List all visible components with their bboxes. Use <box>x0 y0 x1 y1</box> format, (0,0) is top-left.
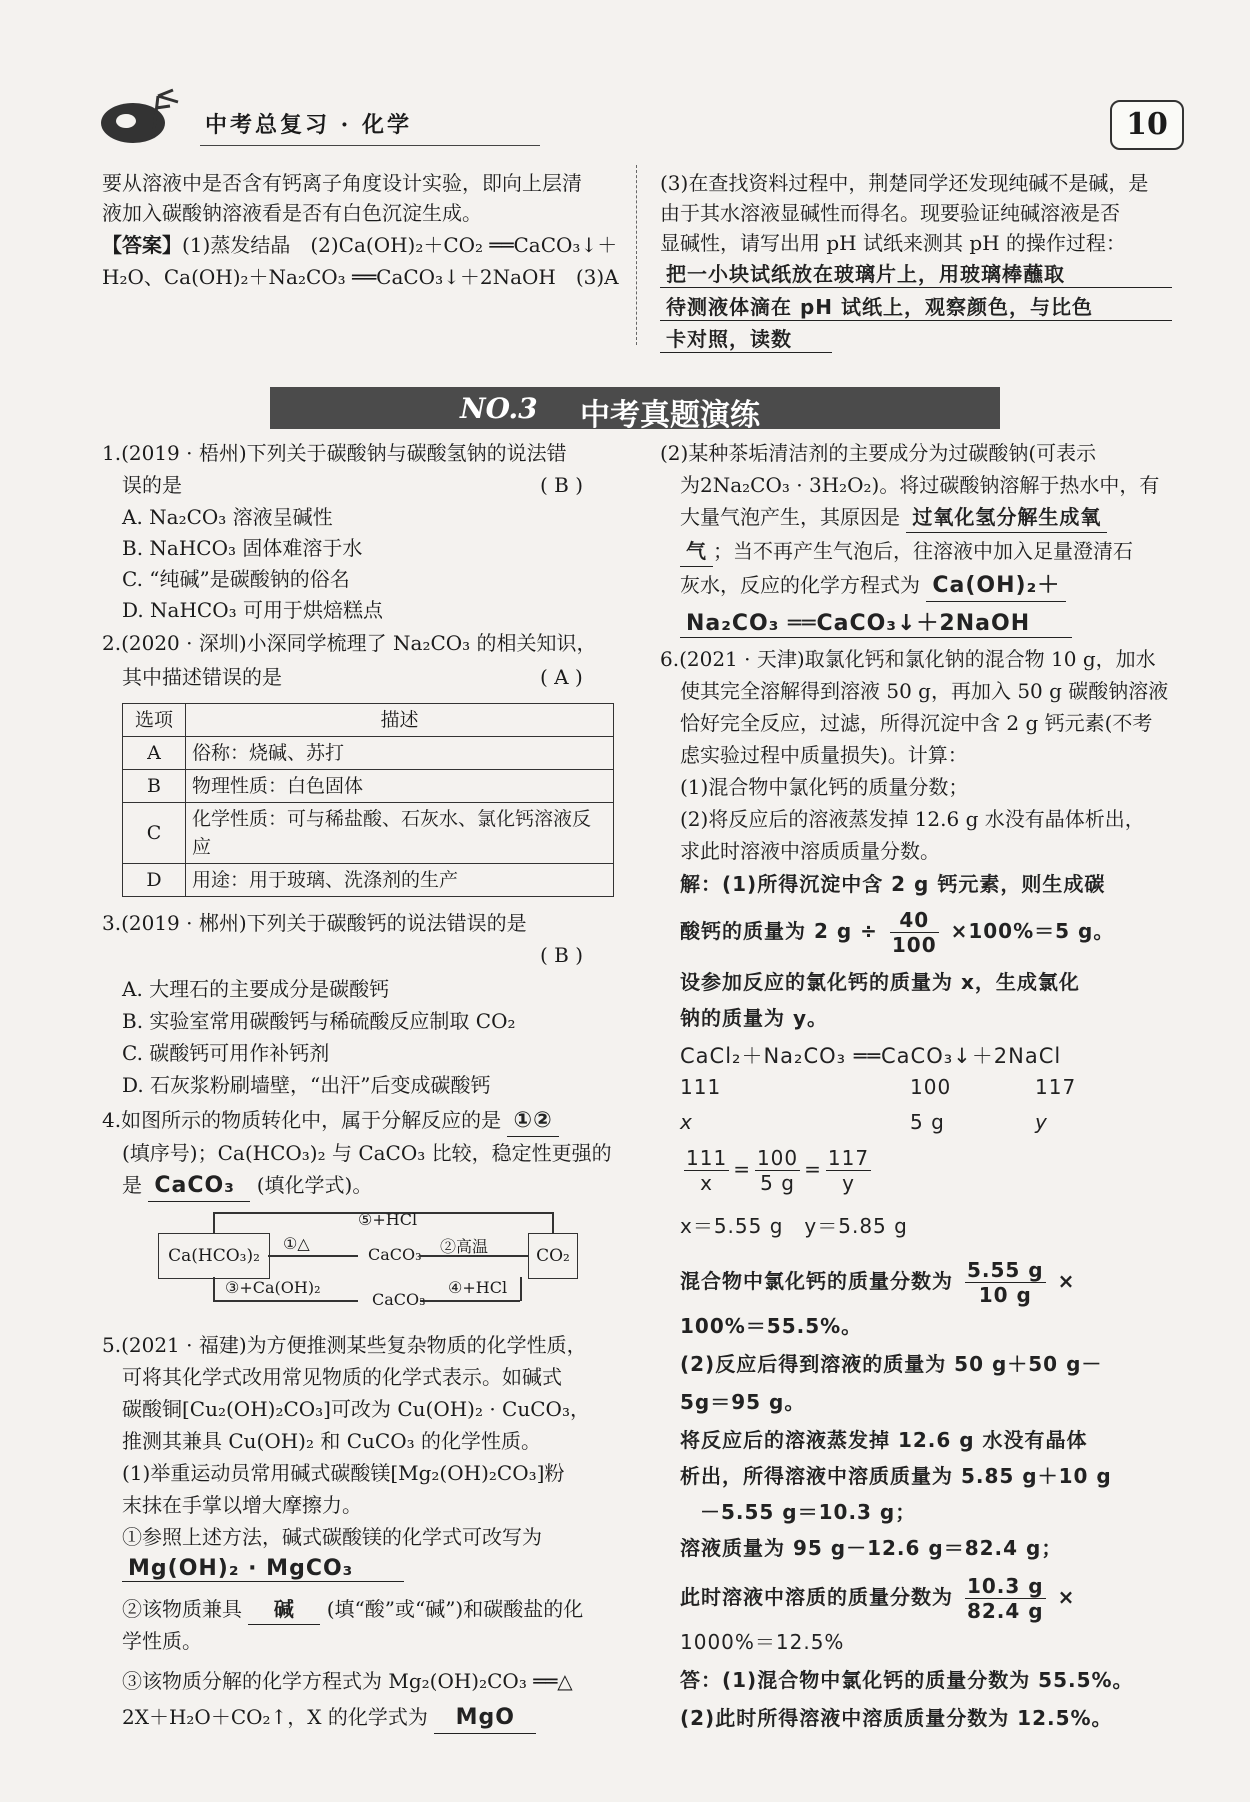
table-cell-desc: 物理性质：白色固体 <box>186 770 614 803</box>
header-rule <box>200 145 540 146</box>
diagram-line <box>520 1277 522 1301</box>
q5-sub3b: 2X＋H₂O＋CO₂↑，X 的化学式为 <box>122 1705 428 1729</box>
q6-line6: (2)将反应后的溶液蒸发掉 12.6 g 水没有晶体析出， <box>680 807 1145 831</box>
answer-label: 【答案】 <box>102 233 182 257</box>
q2-stem1: 2.(2020 · 深圳)小深同学梳理了 Na₂CO₃ 的相关知识， <box>102 631 597 655</box>
q2-answer: ( A ) <box>540 665 583 689</box>
fraction <box>965 1258 1046 1307</box>
diagram-edge-label: ⑤+HCl <box>358 1210 418 1229</box>
proportion: $\frac{111}{x}$ = $\frac{100}{5 g}$ = $\frac{117}{y}$ <box>686 1146 870 1195</box>
q4-stem3b: (填化学式)。 <box>256 1173 373 1197</box>
diagram-edge-label: ①△ <box>283 1234 310 1253</box>
fraction-numerator: 10.3 g <box>966 1574 1044 1598</box>
handwritten-answer-1: 把一小块试纸放在玻璃片上，用玻璃棒蘸取 <box>660 258 1172 288</box>
fraction-numerator: 40 <box>890 908 939 933</box>
q5-sub2a: ②该物质兼具 <box>122 1597 242 1621</box>
table-cell-desc: 俗称：烧碱、苏打 <box>186 737 614 770</box>
q5-sub2b: (填“酸”或“碱”)和碳酸盐的化 <box>326 1597 584 1621</box>
solution-line3: 设参加反应的氯化钙的质量为 x，生成氯化 <box>680 970 1080 994</box>
part2-line2: 5g＝95 g。 <box>680 1390 806 1414</box>
top-left-line1: 要从溶液中是否含有钙离子角度设计实验，即向上层清 <box>102 171 582 195</box>
table-cell-opt: A <box>123 737 186 770</box>
result-xy: x＝5.55 g y＝5.85 g <box>680 1214 908 1238</box>
part2-line5: －5.55 g＝10.3 g； <box>700 1500 917 1524</box>
fraction <box>965 1574 1046 1623</box>
molar-mass-2: 100 <box>910 1075 952 1099</box>
diagram-edge-label: ③+Ca(OH)₂ <box>225 1278 321 1297</box>
section-number: NO.3 <box>460 392 538 425</box>
q3-option-d: D. 石灰浆粉刷墙壁，“出汗”后变成碳酸钙 <box>122 1073 491 1097</box>
molar-mass-3: 117 <box>1035 1075 1077 1099</box>
q5-stem4: 推测其兼具 Cu(OH)₂ 和 CuCO₃ 的化学性质。 <box>122 1429 541 1453</box>
q5-stem2: 可将其化学式改用常见物质的化学式表示。如碱式 <box>122 1365 562 1389</box>
q6-line4: 虑实验过程中质量损失)。计算： <box>680 743 968 767</box>
q4-answer2: CaCO₃ <box>148 1171 250 1202</box>
fraction-denominator: 82.4 g <box>966 1599 1044 1623</box>
diagram-edge-label: ④+HCl <box>448 1278 508 1297</box>
column-divider <box>636 165 637 345</box>
times-sign: × <box>1057 1585 1076 1609</box>
q4-stem3a: 是 <box>122 1173 142 1197</box>
fraction-denominator: x <box>700 1171 714 1195</box>
molar-mass-1: 111 <box>680 1075 722 1099</box>
fraction-denominator: 100 <box>891 933 937 957</box>
q5-part2-line2: 为2Na₂CO₃ · 3H₂O₂)。将过碳酸钠溶解于热水中，有 <box>680 473 1160 497</box>
diagram-end-box: CO₂ <box>528 1233 578 1279</box>
table-cell-opt: D <box>123 864 186 897</box>
part2-line7: 此时溶液中溶质的质量分数为 <box>680 1585 953 1609</box>
diagram-node: CaCO₃ <box>372 1290 426 1309</box>
q3-option-b: B. 实验室常用碳酸钙与稀硫酸反应制取 CO₂ <box>122 1009 516 1033</box>
top-right-line1: (3)在查找资料过程中，荆楚同学还发现纯碱不是碱，是 <box>660 171 1149 195</box>
q2-table <box>122 703 614 897</box>
table-header-option: 选项 <box>123 704 186 737</box>
part2-line6: 溶液质量为 95 g－12.6 g＝82.4 g； <box>680 1536 1063 1560</box>
part2-line1: (2)反应后得到溶液的质量为 50 g＋50 g－ <box>680 1352 1103 1376</box>
page-number: 10 <box>1110 100 1184 150</box>
table-row <box>123 803 614 864</box>
q5-part2-answer2: Ca(OH)₂＋ <box>926 571 1066 602</box>
q5-stem1: 5.(2021 · 福建)为方便推测某些复杂物质的化学性质， <box>102 1333 587 1357</box>
variable-2: 5 g <box>910 1110 945 1134</box>
fraction-numerator: 5.55 g <box>966 1258 1044 1282</box>
table-row <box>123 864 614 897</box>
handwritten-answer-3: 卡对照，读数 <box>660 323 832 353</box>
q3-stem: 3.(2019 · 郴州)下列关于碳酸钙的说法错误的是 <box>102 911 527 935</box>
q1-answer: ( B ) <box>540 473 584 497</box>
q1-option-d: D. NaHCO₃ 可用于烘焙糕点 <box>122 598 383 622</box>
variable-1: x <box>680 1110 693 1134</box>
fraction-numerator: 117 <box>827 1146 870 1170</box>
times-sign: × <box>1057 1269 1076 1293</box>
q1-option-b: B. NaHCO₃ 固体难溶于水 <box>122 536 363 560</box>
q5-sub1: ①参照上述方法，碱式碳酸镁的化学式可改写为 <box>122 1525 542 1549</box>
q5-part2-answer1: 过氧化氢分解生成氧 <box>906 502 1107 533</box>
answer-text1: (1)蒸发结晶 (2)Ca(OH)₂＋CO₂ ══CaCO₃↓＋ <box>182 233 618 257</box>
equation: CaCl₂＋Na₂CO₃ ══CaCO₃↓＋2NaCl <box>680 1044 1062 1068</box>
q1-option-c: C. “纯碱”是碳酸钠的俗名 <box>122 567 350 591</box>
fraction-denominator: 10 g <box>978 1283 1032 1307</box>
table-header-desc: 描述 <box>186 704 614 737</box>
diagram-line <box>213 1212 215 1233</box>
q4-stem1: 4.如图所示的物质转化中，属于分解反应的是 <box>102 1108 502 1132</box>
q1-option-a: A. Na₂CO₃ 溶液呈碱性 <box>122 505 333 529</box>
fraction-denominator: y <box>842 1171 855 1195</box>
solution-line2a: 酸钙的质量为 2 g ÷ <box>680 919 878 943</box>
q4-answer1: ①② <box>507 1106 558 1137</box>
q5-part2-line5: 灰水，反应的化学方程式为 <box>680 573 920 597</box>
q5-sub2c: 学性质。 <box>122 1629 202 1653</box>
table-cell-opt: B <box>123 770 186 803</box>
solution-line4: 钠的质量为 y。 <box>680 1006 828 1030</box>
q5-part1a: (1)举重运动员常用碱式碳酸镁[Mg₂(OH)₂CO₃]粉 <box>122 1461 565 1485</box>
variable-3: y <box>1035 1110 1048 1134</box>
fraction-numerator: 111 <box>686 1146 728 1170</box>
q3-option-c: C. 碳酸钙可用作补钙剂 <box>122 1041 330 1065</box>
q5-part2-answer1b: 气 <box>680 536 713 567</box>
handwritten-answer-2: 待测液体滴在 pH 试纸上，观察颜色，与比色 <box>660 291 1172 321</box>
diagram-edge-label: ②高温 <box>440 1237 489 1256</box>
q5-sub2-answer: 碱 <box>248 1594 320 1625</box>
final-answer-2: (2)此时所得溶液中溶质质量分数为 12.5%。 <box>680 1706 1113 1730</box>
table-cell-desc: 化学性质：可与稀盐酸、石灰水、氯化钙溶液反应 <box>186 803 614 864</box>
q4-stem2: (填序号)；Ca(HCO₃)₂ 与 CaCO₃ 比较，稳定性更强的 <box>122 1141 612 1165</box>
top-right-line2: 由于其水溶液显碱性而得名。现要验证纯碱溶液是否 <box>660 201 1120 225</box>
diagram-line <box>268 1255 358 1257</box>
table-row <box>123 737 614 770</box>
answer-text2: H₂O、Ca(OH)₂＋Na₂CO₃ ══CaCO₃↓＋2NaOH (3)A <box>102 265 619 289</box>
final-answer-1: 答：(1)混合物中氯化钙的质量分数为 55.5%。 <box>680 1668 1134 1692</box>
diagram-start-box: Ca(HCO₃)₂ <box>158 1233 270 1279</box>
q1-stem1: 1.(2019 · 梧州)下列关于碳酸钠与碳酸氢钠的说法错 <box>102 441 567 465</box>
q5-part2-line1: (2)某种茶垢清洁剂的主要成分为过碳酸钠(可表示 <box>660 441 1097 465</box>
q5-sub3a: ③该物质分解的化学方程式为 Mg₂(OH)₂CO₃ ══△ <box>122 1669 573 1693</box>
part2-line3: 将反应后的溶液蒸发掉 12.6 g 水没有晶体 <box>680 1428 1088 1452</box>
q1-stem2: 误的是 <box>122 473 182 497</box>
fraction <box>890 908 939 957</box>
top-left-line2: 液加入碳酸钠溶液看是否有白色沉淀生成。 <box>102 201 482 225</box>
solution-line2b: ×100%＝5 g。 <box>950 919 1115 943</box>
q6-line7: 求此时溶液中溶质质量分数。 <box>680 839 940 863</box>
q6-line5: (1)混合物中氯化钙的质量分数； <box>680 775 969 799</box>
table-cell-opt: C <box>123 803 186 864</box>
diagram-line <box>552 1212 554 1233</box>
q5-sub1-answer: Mg(OH)₂ · MgCO₃ <box>122 1556 404 1582</box>
q5-stem3: 碳酸铜[Cu₂(OH)₂CO₃]可改为 Cu(OH)₂ · CuCO₃， <box>122 1397 590 1421</box>
table-cell-desc: 用途：用于玻璃、洗涤剂的生产 <box>186 864 614 897</box>
q3-option-a: A. 大理石的主要成分是碳酸钙 <box>122 977 390 1001</box>
q5-part1b: 末抹在手掌以增大摩擦力。 <box>122 1493 362 1517</box>
part2-line4: 析出，所得溶液中溶质质量为 5.85 g＋10 g <box>680 1464 1112 1488</box>
q6-line3: 恰好完全反应，过滤，所得沉淀中含 2 g 钙元素(不考 <box>680 711 1153 735</box>
mass-fraction-text: 混合物中氯化钙的质量分数为 <box>680 1269 953 1293</box>
q5-part2-answer3: Na₂CO₃ ══CaCO₃↓＋2NaOH <box>680 606 1072 638</box>
q5-part2-line4: ；当不再产生气泡后，往溶液中加入足量澄清石 <box>713 539 1133 563</box>
part2-line8: 1000%＝12.5% <box>680 1630 845 1654</box>
mass-fraction-result: 100%＝55.5%。 <box>680 1314 863 1338</box>
q5-sub3-answer: MgO <box>434 1703 536 1734</box>
table-row <box>123 770 614 803</box>
diagram-line <box>213 1300 358 1302</box>
q5-part2-line3: 大量气泡产生，其原因是 <box>680 505 900 529</box>
diagram-node: CaCO₃ <box>368 1245 422 1264</box>
book-title: 中考总复习 · 化学 <box>205 112 412 138</box>
diagram-line <box>213 1277 215 1301</box>
q6-line2: 使其完全溶解得到溶液 50 g，再加入 50 g 碳酸钠溶液 <box>680 679 1169 703</box>
fraction-numerator: 100 <box>756 1146 799 1170</box>
q3-answer: ( B ) <box>540 943 584 967</box>
top-right-line3: 显碱性，请写出用 pH 试纸来测其 pH 的操作过程： <box>660 231 1126 255</box>
diagram-line <box>420 1300 520 1302</box>
q2-stem2: 其中描述错误的是 <box>122 665 282 689</box>
section-title: 中考真题演练 <box>580 398 760 433</box>
book-logo <box>98 88 188 146</box>
q6-line1: 6.(2021 · 天津)取氯化钙和氯化钠的混合物 10 g，加水 <box>660 647 1156 671</box>
solution-line1: 解：(1)所得沉淀中含 2 g 钙元素，则生成碳 <box>680 872 1106 896</box>
fraction-denominator: 5 g <box>760 1171 795 1195</box>
